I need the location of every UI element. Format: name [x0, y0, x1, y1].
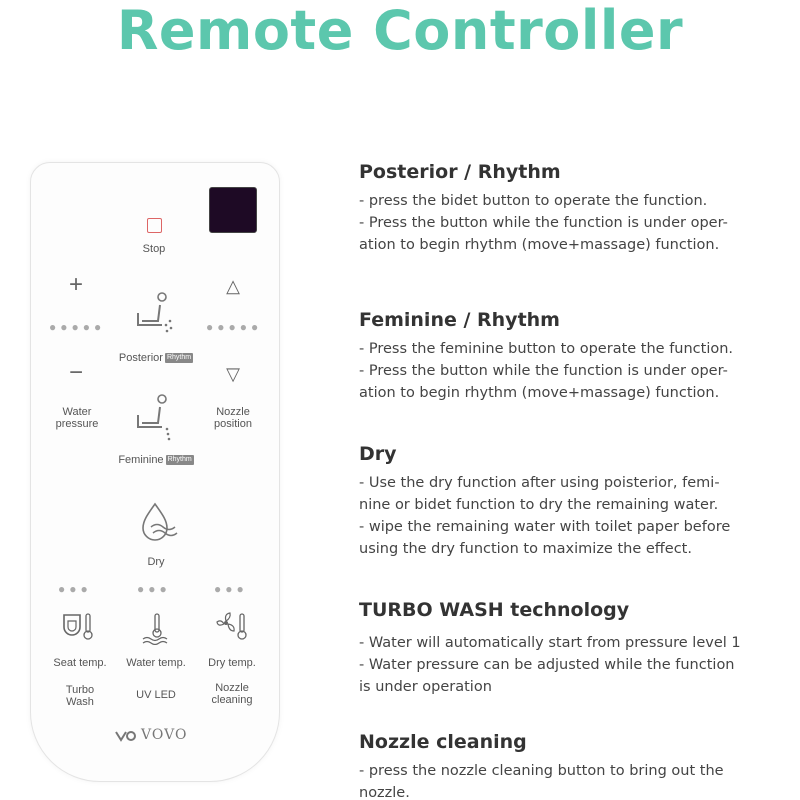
section-line: is under operation	[359, 679, 492, 695]
seat-temp-label: Seat temp.	[53, 657, 107, 669]
minus-button[interactable]: −	[68, 359, 83, 386]
feminine-icon[interactable]	[134, 393, 178, 443]
dry-temp-icon[interactable]	[215, 611, 251, 645]
brand-logo	[111, 726, 211, 746]
up-button[interactable]: △	[226, 276, 240, 296]
water-temp-label: Water temp.	[126, 657, 186, 669]
feminine-rhythm-tag: Rhythm	[167, 456, 192, 464]
section-line: using the dry function to maximize the effect.	[359, 541, 692, 557]
nozzle-position-label: Nozzle position	[214, 406, 252, 430]
section-line: - wipe the remaining water with toilet paper before	[359, 519, 731, 535]
remote-display	[209, 187, 257, 233]
plus-button[interactable]: +	[68, 271, 83, 298]
section-heading: Nozzle cleaning	[359, 731, 527, 753]
turbo-wash-button[interactable]: Turbo Wash	[65, 684, 95, 708]
remote-controller	[30, 162, 280, 782]
section-line: ation to begin rhythm (move+massage) function.	[359, 237, 720, 253]
section-nozzle-cleaning	[359, 730, 779, 800]
section-line: ation to begin rhythm (move+massage) function.	[359, 385, 720, 401]
section-line: - press the nozzle cleaning button to bring out the	[359, 763, 724, 779]
posterior-rhythm-tag: Rhythm	[166, 354, 192, 362]
posterior-label: Posterior Rhythm	[118, 352, 192, 364]
dry-label: Dry	[147, 556, 165, 568]
position-level-dots: ●●●●●	[206, 320, 263, 334]
section-line: nozzle.	[359, 785, 410, 800]
uv-led-button[interactable]: UV LED	[136, 689, 176, 701]
section-heading: Feminine / Rhythm	[359, 309, 560, 331]
section-line: - Press the button while the function is under oper-	[359, 363, 728, 379]
water-temp-dots: ●●●	[137, 582, 171, 596]
vovo-logo-icon	[115, 730, 137, 742]
section-line: - Water pressure can be adjusted while the function	[359, 657, 735, 673]
section-posterior	[359, 160, 779, 256]
water-temp-icon[interactable]	[139, 611, 175, 645]
feminine-label: Feminine Rhythm	[118, 454, 192, 466]
dry-temp-dots: ●●●	[214, 582, 248, 596]
section-line: - Use the dry function after using poisterior, femi-	[359, 475, 720, 491]
brand-name: VOVO	[141, 727, 188, 743]
section-heading: Posterior / Rhythm	[359, 161, 561, 183]
stop-label: Stop	[142, 243, 166, 255]
section-heading: TURBO WASH technology	[359, 599, 630, 621]
down-button[interactable]: ▽	[226, 364, 240, 384]
section-line: nine or bidet function to dry the remaining water.	[359, 497, 719, 513]
section-turbo-wash	[359, 598, 779, 698]
section-line: - press the bidet button to operate the function.	[359, 193, 708, 209]
section-dry	[359, 442, 779, 560]
pressure-level-dots: ●●●●●	[49, 320, 106, 334]
water-pressure-label: Water pressure	[55, 406, 99, 430]
stop-button[interactable]	[147, 218, 162, 233]
dry-icon[interactable]	[137, 501, 181, 543]
dry-temp-label: Dry temp.	[208, 657, 256, 669]
section-line: - Water will automatically start from pressure level 1	[359, 635, 741, 651]
section-line: - Press the button while the function is under oper-	[359, 215, 728, 231]
section-heading: Dry	[359, 443, 397, 465]
section-line: - Press the feminine button to operate the function.	[359, 341, 734, 357]
posterior-icon[interactable]	[134, 291, 178, 337]
seat-temp-dots: ●●●	[58, 582, 92, 596]
nozzle-cleaning-button[interactable]: Nozzle cleaning	[211, 682, 253, 706]
section-feminine	[359, 308, 779, 404]
page-title: Remote Controller	[116, 0, 684, 62]
seat-temp-icon[interactable]	[61, 611, 97, 645]
